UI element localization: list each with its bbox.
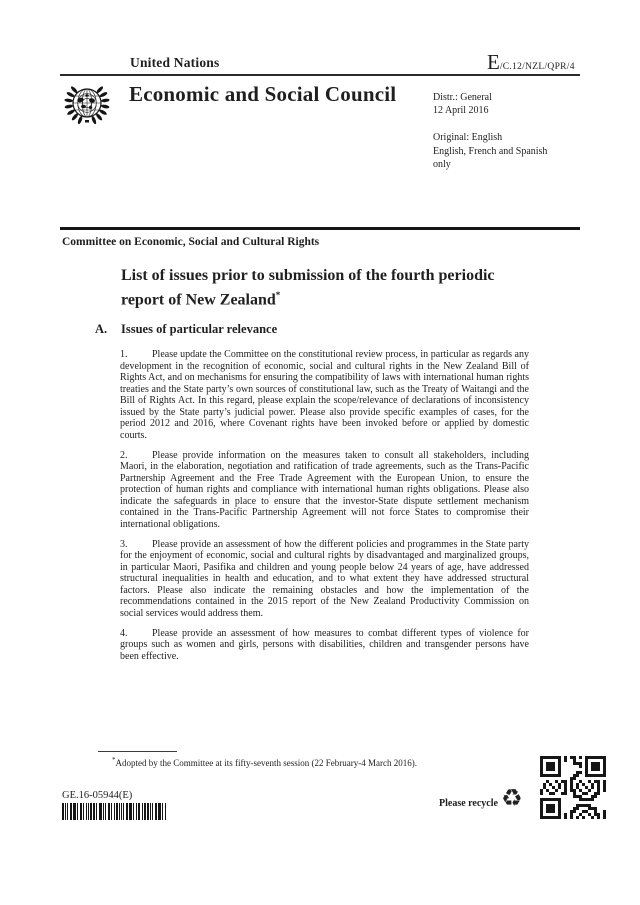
council-title: Economic and Social Council <box>129 82 397 106</box>
section-label: A. <box>95 322 108 336</box>
document-symbol-prefix: E <box>487 50 500 74</box>
body-text <box>120 349 529 671</box>
ge-number: GE.16-05944(E) <box>62 790 133 801</box>
paragraph-4-text: Please provide an assessment of how measures to combat different types of violence for groups such as women and girls, persons with disabilities, children and transgender persons have been effective. <box>120 627 529 662</box>
distribution-block <box>433 91 547 171</box>
header-rule <box>60 74 580 76</box>
un-emblem-icon <box>57 80 117 132</box>
barcode <box>62 803 168 820</box>
document-title-line2: report of New Zealand* <box>121 289 281 308</box>
paragraph-2-text: Please provide information on the measures taken to consult all stakeholders, including Maori, in the elaboration, negotiation and ratification of trade agreements, such as the Trans-Pacific Partnership Agreement and the Free Trade Agreement with the European Union, to ensure the protection of human rights and compliance with international human rights obligations. Please also indicate the safeguards in place to ensure that the investor-State dispute settlement mechanism contained in the Trans-Pacific Partnership Agreement will not force States to compromise their international obligations. <box>120 449 529 530</box>
original-language-line: Original: English <box>433 132 503 144</box>
paragraph-3 <box>120 539 529 620</box>
document-symbol-rest: /C.12/NZL/QPR/4 <box>499 62 575 72</box>
paragraph-1-number: 1. <box>120 349 128 360</box>
paragraph-2 <box>120 450 529 531</box>
section-divider-rule <box>60 227 580 230</box>
united-nations-label: United Nations <box>130 55 220 70</box>
recycle-label: Please recycle <box>439 798 498 809</box>
footnote <box>112 756 532 768</box>
document-title <box>121 266 495 309</box>
footnote-text: Adopted by the Committee at its fifty-seventh session (22 February-4 March 2016). <box>115 758 417 768</box>
recycle-icon: ♻ <box>501 784 523 812</box>
paragraph-4-number: 4. <box>120 627 128 639</box>
footnote-marker: * <box>112 756 116 764</box>
section-heading: Issues of particular relevance <box>121 322 278 336</box>
footnote-rule <box>98 751 177 752</box>
distr-line: Distr.: General <box>433 92 492 103</box>
languages-only-line: only <box>433 158 451 170</box>
document-title-line1: List of issues prior to submission of the fourth periodic <box>121 267 495 284</box>
paragraph-1-text: Please update the Committee on the constitutional review process, in particular as regards any development in the recognition of economic, social and cultural rights in the New Zealand Bill of Rights Act, and on mechanisms for ensuring the compatibility of laws with international human rights treaties and the State party’s own sources of constitutional law, such as the Treaty of Waitangi and the Bill of Rights Act. In this regard, please explain the scope/relevance of declarations of inconsistency issued by the State party’s judicial power. Please also provide specific examples of cases, for the period 2012 and 2016, where Covenant rights have been invoked before or applied by domestic courts. <box>120 349 529 441</box>
paragraph-2-number: 2. <box>120 449 128 461</box>
paragraph-1 <box>120 349 529 441</box>
languages-line: English, French and Spanish <box>433 145 548 157</box>
title-footnote-marker: * <box>275 289 281 300</box>
paragraph-3-text: Please provide an assessment of how the different policies and programmes in the State party for the enjoyment of economic, social and cultural rights by disadvantaged and marginalized groups, in particular Maori, Pasifika and children and young people below 24 years of age, have addressed structural inequalities in health and education, and to what extent they have addressed structural factors. Please also indicate the remaining obstacles and how the implementation of the recommendations contained in the 2015 report of the New Zealand Productivity Commission on social services would address them. <box>120 538 529 619</box>
date-line: 12 April 2016 <box>433 105 489 117</box>
document-symbol <box>487 50 575 75</box>
committee-heading: Committee on Economic, Social and Cultural Rights <box>62 236 320 248</box>
paragraph-4 <box>120 628 529 663</box>
paragraph-3-number: 3. <box>120 538 128 550</box>
qr-code <box>540 756 606 819</box>
